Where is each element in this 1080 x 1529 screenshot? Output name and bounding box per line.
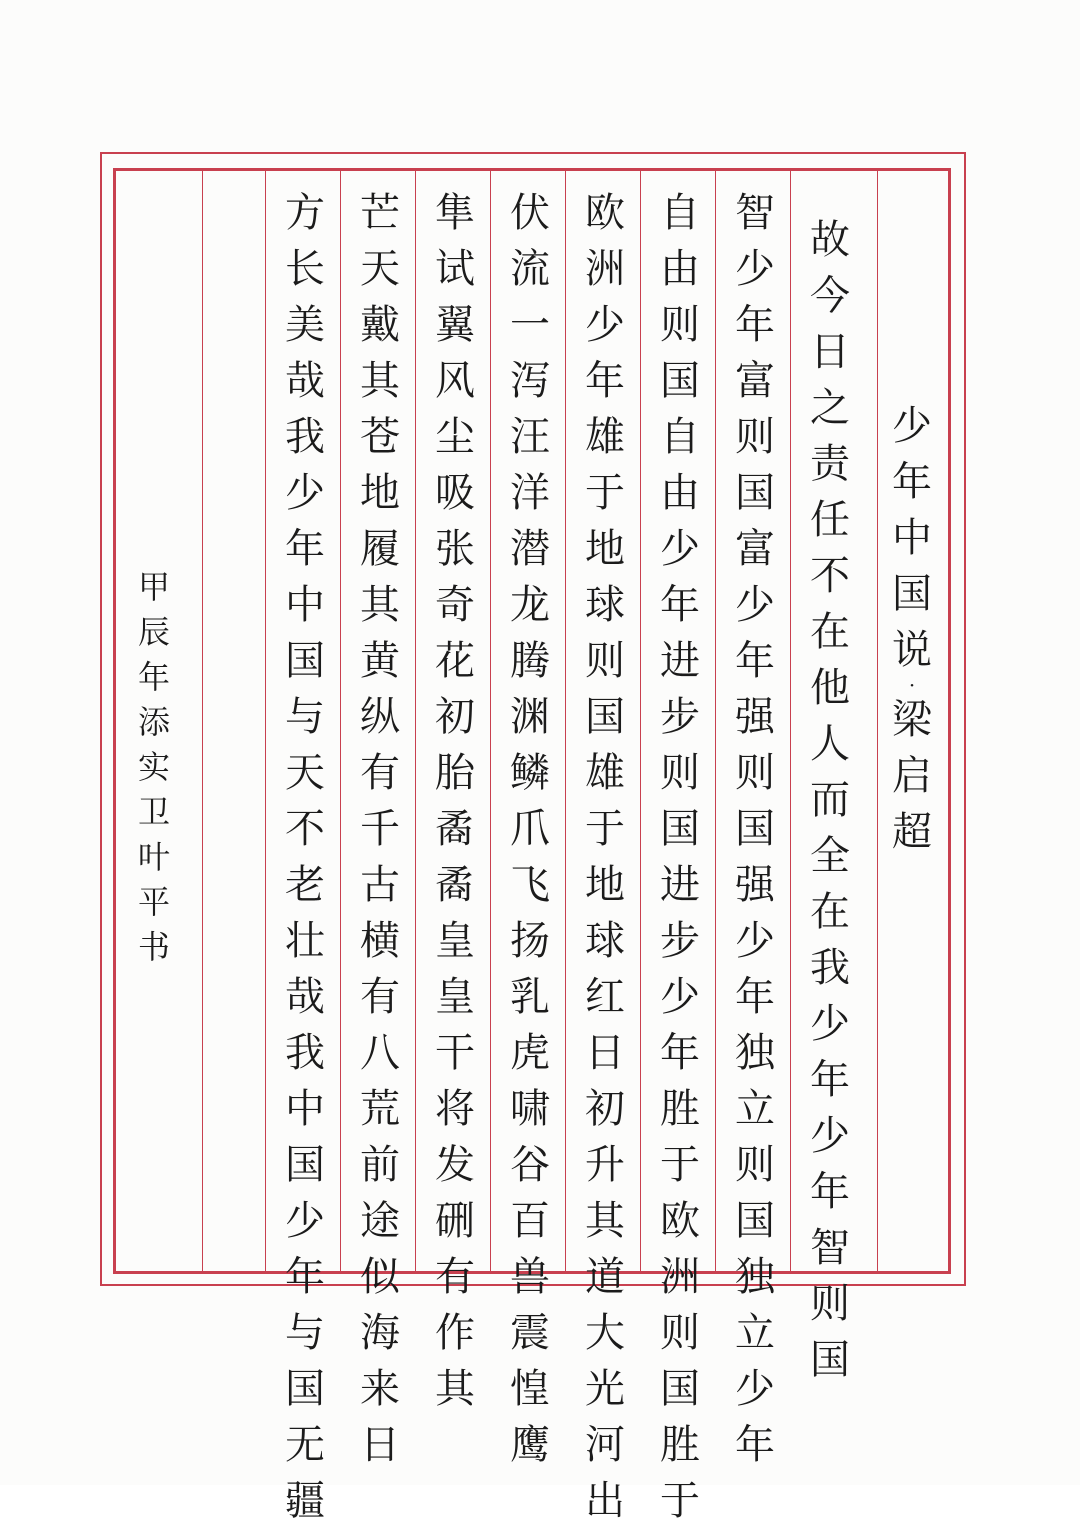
- character: 进: [660, 638, 700, 684]
- text-column-3: [644, 185, 716, 1529]
- text-column-content: [505, 185, 555, 1473]
- character: 横: [360, 918, 400, 964]
- character: 百: [510, 1198, 550, 1244]
- character: 其: [585, 1198, 625, 1244]
- column-divider: [202, 171, 203, 1271]
- character: 无: [285, 1422, 325, 1468]
- character: 球: [585, 918, 625, 964]
- character: 其: [435, 1366, 475, 1412]
- character: 硎: [435, 1198, 475, 1244]
- character: 洲: [585, 246, 625, 292]
- text-column-content: [355, 185, 405, 1473]
- character: 千: [360, 806, 400, 852]
- character: 一: [510, 302, 550, 348]
- character: 自: [660, 190, 700, 236]
- character: 于: [660, 1478, 700, 1524]
- character: 发: [435, 1142, 475, 1188]
- character: 年: [585, 358, 625, 404]
- character: 洲: [660, 1254, 700, 1300]
- character: 老: [285, 862, 325, 908]
- signature: [129, 565, 179, 970]
- character: 伏: [510, 190, 550, 236]
- character: 年: [660, 1030, 700, 1076]
- text-column-6: [419, 185, 491, 1417]
- character: 则: [810, 1281, 850, 1327]
- character: 出: [585, 1478, 625, 1524]
- character: 龙: [510, 582, 550, 628]
- character: 少: [892, 403, 932, 449]
- document-title: [887, 398, 937, 678]
- character: 光: [585, 1366, 625, 1412]
- character: 哉: [285, 358, 325, 404]
- character: 进: [660, 862, 700, 908]
- character: 我: [285, 1030, 325, 1076]
- character: 国: [660, 358, 700, 404]
- character: 前: [360, 1142, 400, 1188]
- character: 雄: [585, 414, 625, 460]
- character: 少: [810, 1113, 850, 1159]
- character: 日: [585, 1030, 625, 1076]
- character: 有: [360, 974, 400, 1020]
- character: 则: [735, 1142, 775, 1188]
- character: 平: [137, 883, 170, 921]
- character: 惶: [510, 1366, 550, 1412]
- character: 今: [810, 273, 850, 319]
- character: 而: [810, 777, 850, 823]
- text-column-8: [269, 185, 341, 1529]
- character: 则: [735, 414, 775, 460]
- character: 立: [735, 1086, 775, 1132]
- character: 则: [660, 302, 700, 348]
- character: 少: [735, 918, 775, 964]
- character: 球: [585, 582, 625, 628]
- text-column-content: [430, 185, 480, 1417]
- character: 年: [810, 1169, 850, 1215]
- character: 立: [735, 1310, 775, 1356]
- character: 全: [810, 833, 850, 879]
- character: 超: [892, 809, 932, 855]
- character: 奇: [435, 582, 475, 628]
- character: 皇: [435, 918, 475, 964]
- text-column-content: [730, 185, 780, 1473]
- character: 履: [360, 526, 400, 572]
- character: 风: [435, 358, 475, 404]
- character: 则: [660, 750, 700, 796]
- character: 少: [735, 582, 775, 628]
- text-column-2: [719, 185, 791, 1473]
- character: 于: [585, 806, 625, 852]
- character: 日: [360, 1422, 400, 1468]
- character: 壮: [285, 918, 325, 964]
- character: 国: [810, 1337, 850, 1383]
- character: 少: [285, 470, 325, 516]
- character: 年: [735, 1422, 775, 1468]
- character: 则: [585, 638, 625, 684]
- text-column-content: [280, 185, 330, 1529]
- character: 不: [285, 806, 325, 852]
- text-column-content: [580, 185, 630, 1529]
- character: 国: [285, 638, 325, 684]
- character: 荒: [360, 1086, 400, 1132]
- character: 少: [660, 526, 700, 572]
- character: 将: [435, 1086, 475, 1132]
- character: 方: [285, 190, 325, 236]
- character: 智: [810, 1225, 850, 1271]
- character: 作: [435, 1310, 475, 1356]
- character: 乳: [510, 974, 550, 1020]
- character: 国: [660, 806, 700, 852]
- text-column-1: [794, 212, 866, 1388]
- character: 红: [585, 974, 625, 1020]
- character: 天: [285, 750, 325, 796]
- character: 途: [360, 1198, 400, 1244]
- character: 震: [510, 1310, 550, 1356]
- title-separator: ·: [908, 673, 916, 697]
- character: 添: [137, 703, 170, 741]
- character: 道: [585, 1254, 625, 1300]
- character: 欧: [585, 190, 625, 236]
- character: 年: [810, 1057, 850, 1103]
- character: 在: [810, 889, 850, 935]
- signature-column: [118, 565, 190, 970]
- character: 天: [360, 246, 400, 292]
- text-column-4: [569, 185, 641, 1529]
- character: 翼: [435, 302, 475, 348]
- character: 升: [585, 1142, 625, 1188]
- character: 由: [660, 246, 700, 292]
- character: 欧: [660, 1198, 700, 1244]
- character: 书: [137, 928, 170, 966]
- character: 步: [660, 918, 700, 964]
- character: 强: [735, 862, 775, 908]
- character: 皇: [435, 974, 475, 1020]
- character: 戴: [360, 302, 400, 348]
- character: 试: [435, 246, 475, 292]
- character: 干: [435, 1030, 475, 1076]
- character: 似: [360, 1254, 400, 1300]
- character: 哉: [285, 974, 325, 1020]
- character: 八: [360, 1030, 400, 1076]
- character: 于: [585, 470, 625, 516]
- character: 任: [810, 497, 850, 543]
- text-column-content: [805, 212, 855, 1388]
- character: 大: [585, 1310, 625, 1356]
- character: 矞: [435, 806, 475, 852]
- character: 他: [810, 665, 850, 711]
- character: 责: [810, 441, 850, 487]
- character: 年: [735, 638, 775, 684]
- character: 胜: [660, 1086, 700, 1132]
- character: 隼: [435, 190, 475, 236]
- character: 梁: [892, 697, 932, 743]
- character: 疆: [285, 1478, 325, 1524]
- character: 启: [892, 753, 932, 799]
- character: 不: [810, 553, 850, 599]
- character: 少: [660, 974, 700, 1020]
- character: 年: [137, 658, 170, 696]
- character: 谷: [510, 1142, 550, 1188]
- character: 中: [285, 1086, 325, 1132]
- character: 有: [360, 750, 400, 796]
- character: 地: [360, 470, 400, 516]
- character: 叶: [137, 838, 170, 876]
- character: 兽: [510, 1254, 550, 1300]
- character: 少: [735, 246, 775, 292]
- character: 与: [285, 694, 325, 740]
- character: 纵: [360, 694, 400, 740]
- character: 其: [360, 582, 400, 628]
- character: 中: [285, 582, 325, 628]
- character: 独: [735, 1030, 775, 1076]
- character: 泻: [510, 358, 550, 404]
- character: 胎: [435, 750, 475, 796]
- character: 故: [810, 217, 850, 263]
- character: 国: [285, 1142, 325, 1188]
- character: 甲: [137, 568, 170, 606]
- character: 雄: [585, 750, 625, 796]
- character: 在: [810, 609, 850, 655]
- character: 之: [810, 385, 850, 431]
- character: 强: [735, 694, 775, 740]
- character: 辰: [137, 613, 170, 651]
- character: 渊: [510, 694, 550, 740]
- character: 黄: [360, 638, 400, 684]
- character: 日: [810, 329, 850, 375]
- character: 洋: [510, 470, 550, 516]
- character: 年: [285, 1254, 325, 1300]
- character: 其: [360, 358, 400, 404]
- character: 年: [660, 582, 700, 628]
- character: 则: [660, 1310, 700, 1356]
- character: 国: [735, 470, 775, 516]
- title-column: [876, 398, 948, 860]
- character: 国: [892, 571, 932, 617]
- character: 有: [435, 1254, 475, 1300]
- character: 尘: [435, 414, 475, 460]
- character: 地: [585, 526, 625, 572]
- character: 少: [285, 1198, 325, 1244]
- character: 年: [735, 974, 775, 1020]
- character: 自: [660, 414, 700, 460]
- character: 中: [892, 515, 932, 561]
- character: 飞: [510, 862, 550, 908]
- character: 吸: [435, 470, 475, 516]
- text-column-content: [655, 185, 705, 1529]
- character: 国: [660, 1366, 700, 1412]
- character: 少: [735, 1366, 775, 1412]
- character: 来: [360, 1366, 400, 1412]
- text-column-7: [344, 185, 416, 1473]
- character: 扬: [510, 918, 550, 964]
- character: 腾: [510, 638, 550, 684]
- character: 美: [285, 302, 325, 348]
- character: 实: [137, 748, 170, 786]
- character: 古: [360, 862, 400, 908]
- character: 长: [285, 246, 325, 292]
- character: 于: [660, 1142, 700, 1188]
- character: 鳞: [510, 750, 550, 796]
- character: 啸: [510, 1086, 550, 1132]
- character: 少: [810, 1001, 850, 1047]
- character: 国: [285, 1366, 325, 1412]
- character: 鹰: [510, 1422, 550, 1468]
- document-author: [887, 692, 937, 860]
- column-divider: [265, 171, 266, 1271]
- character: 国: [585, 694, 625, 740]
- character: 步: [660, 694, 700, 740]
- character: 初: [585, 1086, 625, 1132]
- character: 我: [285, 414, 325, 460]
- character: 富: [735, 358, 775, 404]
- text-column-5: [494, 185, 566, 1473]
- character: 国: [735, 806, 775, 852]
- character: 虎: [510, 1030, 550, 1076]
- character: 则: [735, 750, 775, 796]
- character: 智: [735, 190, 775, 236]
- character: 年: [735, 302, 775, 348]
- character: 说: [892, 627, 932, 673]
- character: 流: [510, 246, 550, 292]
- character: 河: [585, 1422, 625, 1468]
- character: 年: [285, 526, 325, 572]
- character: 海: [360, 1310, 400, 1356]
- character: 独: [735, 1254, 775, 1300]
- character: 我: [810, 945, 850, 991]
- character: 人: [810, 721, 850, 767]
- character: 年: [892, 459, 932, 505]
- character: 张: [435, 526, 475, 572]
- character: 由: [660, 470, 700, 516]
- character: 花: [435, 638, 475, 684]
- character: 矞: [435, 862, 475, 908]
- character: 苍: [360, 414, 400, 460]
- character: 少: [585, 302, 625, 348]
- character: 芒: [360, 190, 400, 236]
- character: 初: [435, 694, 475, 740]
- character: 富: [735, 526, 775, 572]
- character: 地: [585, 862, 625, 908]
- character: 爪: [510, 806, 550, 852]
- character: 卫: [137, 793, 170, 831]
- character: 胜: [660, 1422, 700, 1468]
- character: 国: [735, 1198, 775, 1244]
- character: 潜: [510, 526, 550, 572]
- character: 汪: [510, 414, 550, 460]
- character: 与: [285, 1310, 325, 1356]
